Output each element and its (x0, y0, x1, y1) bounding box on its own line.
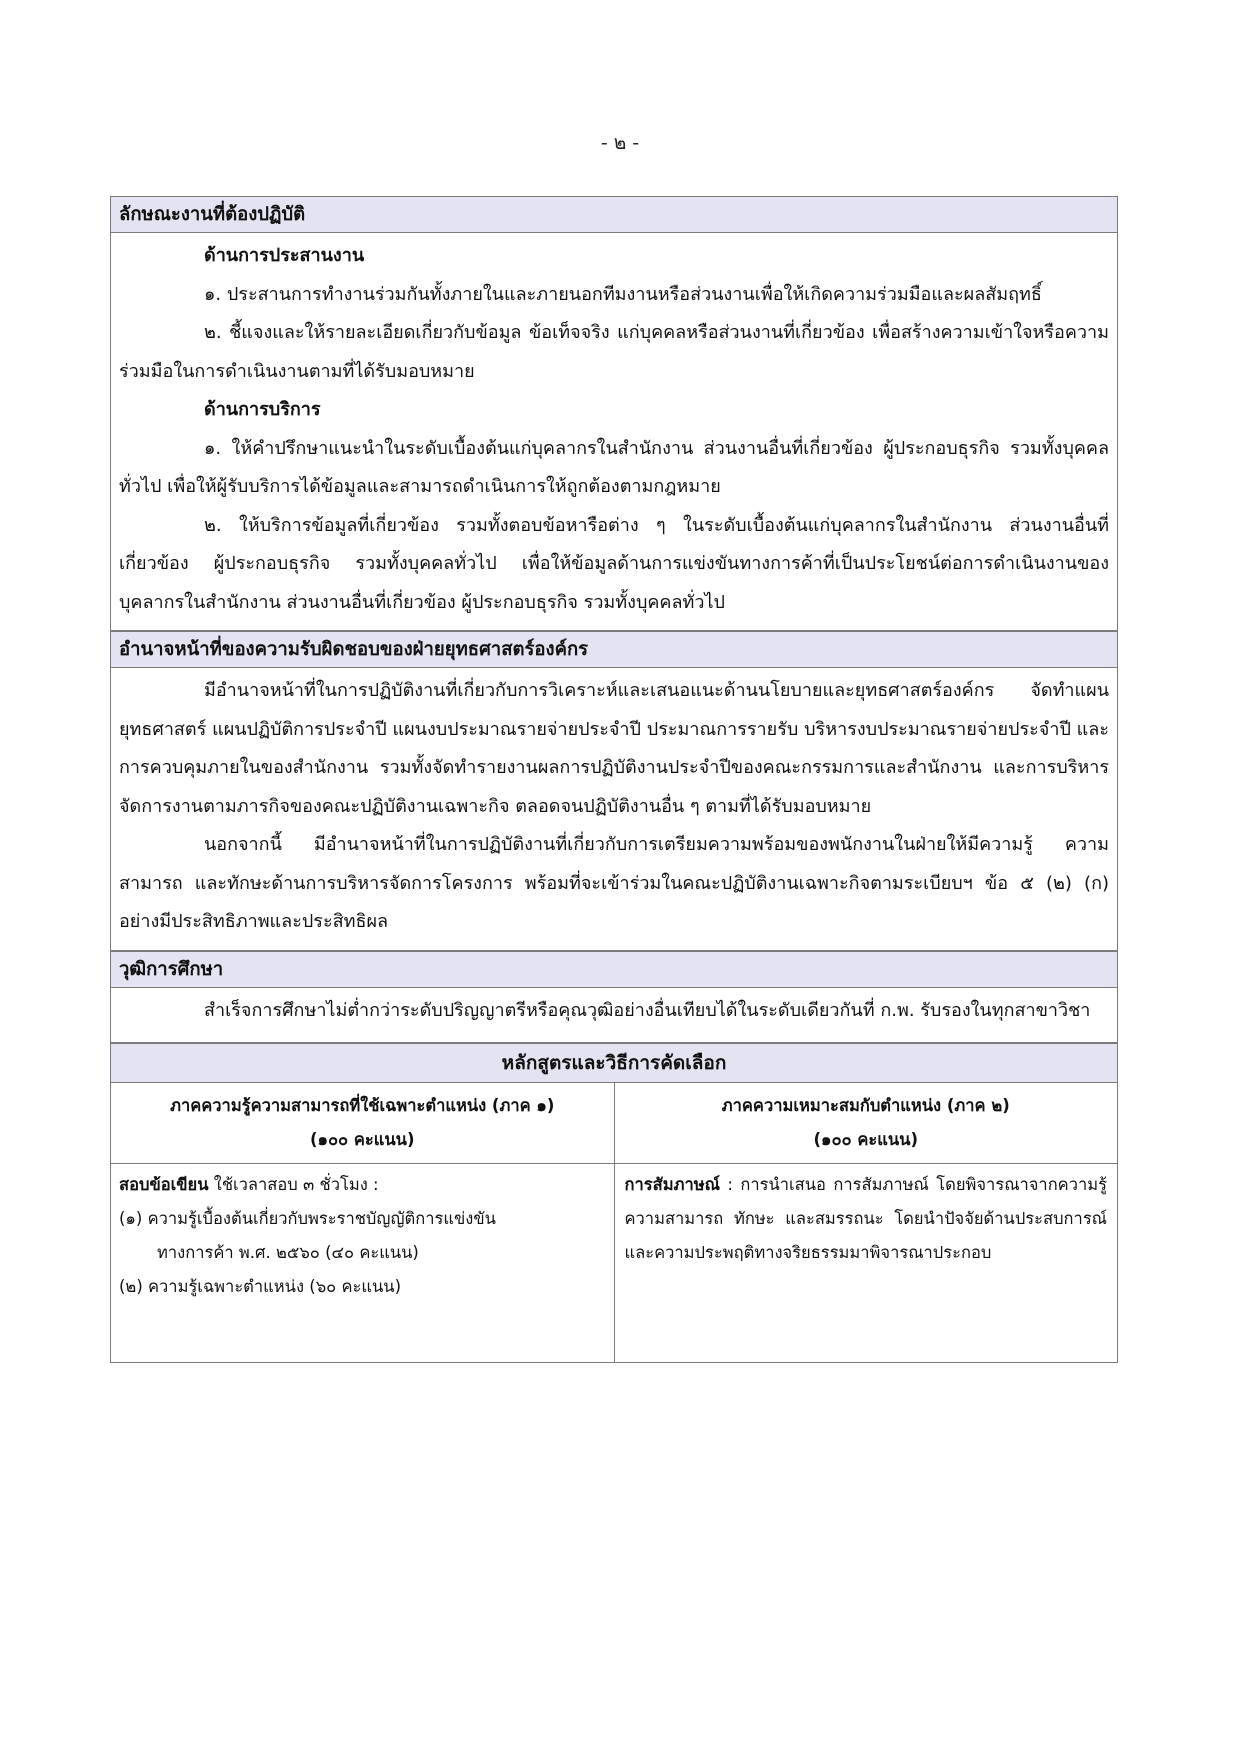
authority-paragraph: นอกจากนี้ มีอำนาจหน้าที่ในการปฏิบัติงานที่เกี่ยวกับการเตรียมความพร้อมของพนักงานในฝ่ายให้มีความรู้ ความสามารถ และทักษะด้านการบริหารจัดการโครงการ พร้อมที่จะเข้าร่วมในคณะปฏิบัติงานเฉพาะกิจตามระเบียบฯ ข้อ ๕ (๒) (ก) อย่างมีประสิทธิภาพและประสิทธิผล (119, 834, 1109, 932)
authority-paragraph: มีอำนาจหน้าที่ในการปฏิบัติงานที่เกี่ยวกับการวิเคราะห์และเสนอแนะด้านนโยบายและยุทธศาสตร์องค์กร จัดทำแผนยุทธศาสตร์ แผนปฏิบัติการประจำปี แผนงบประมาณรายจ่ายประจำปี ประมาณการรายรับ บริหารงบประมาณรายจ่ายประจำปี และการควบคุมภายในของสำนักงาน รวมทั้งจัดทำรายงานผลการปฏิบัติงานประจำปีของคณะกรรมการและสำนักงาน และการบริหารจัดการงานตามภารกิจของคณะปฏิบัติงานเฉพาะกิจ ตลอดจนปฏิบัติงานอื่น ๆ ตามที่ได้รับมอบหมาย (119, 680, 1109, 817)
authority-section (110, 631, 1118, 951)
part2-score: (๑๐๐ คะแนน) (813, 1130, 919, 1149)
service-item: ๑. ให้คำปรึกษาแนะนำในระดับเบื้องต้นแก่บุคลากรในสำนักงาน ส่วนงานอื่นที่เกี่ยวข้อง ผู้ประกอบธุรกิจ รวมทั้งบุคคลทั่วไป เพื่อให้ผู้รับบริการได้ข้อมูลและสามารถดำเนินการให้ถูกต้องตามกฎหมาย (119, 437, 1109, 497)
interview-label: การสัมภาษณ์ (624, 1175, 720, 1194)
authority-heading: อำนาจหน้าที่ของความรับผิดชอบของฝ่ายยุทธศาสตร์องค์กร (111, 632, 1118, 668)
part1-content (111, 1164, 615, 1363)
duties-section (110, 196, 1118, 631)
document-body (110, 196, 1118, 1363)
part1-score: (๑๐๐ คะแนน) (309, 1130, 415, 1149)
exam-item: (๒) ความรู้เฉพาะตำแหน่ง (๖๐ คะแนน) (119, 1277, 402, 1296)
exam-item: (๑) ความรู้เบื้องต้นเกี่ยวกับพระราชบัญญัติการแข่งขัน (119, 1209, 496, 1228)
selection-table (110, 1043, 1118, 1363)
part2-heading: ภาคความเหมาะสมกับตำแหน่ง (ภาค ๒) (721, 1096, 1010, 1115)
education-body (111, 987, 1118, 1043)
exam-item-continued: ทางการค้า พ.ศ. ๒๕๖๐ (๔๐ คะแนน) (157, 1243, 419, 1262)
duties-body (111, 233, 1118, 631)
service-subheading: ด้านการบริการ (204, 399, 321, 420)
part1-heading: ภาคความรู้ความสามารถที่ใช้เฉพาะตำแหน่ง (ภาค ๑) (170, 1096, 555, 1115)
education-section (110, 951, 1118, 1044)
part2-content (614, 1164, 1118, 1363)
selection-title: หลักสูตรและวิธีการคัดเลือก (111, 1044, 1118, 1083)
written-exam-time: ใช้เวลาสอบ ๓ ชั่วโมง : (208, 1175, 379, 1194)
service-item: ๒. ให้บริการข้อมูลที่เกี่ยวข้อง รวมทั้งตอบข้อหารือต่าง ๆ ในระดับเบื้องต้นแก่บุคลากรในสำนักงาน ส่วนงานอื่นที่เกี่ยวข้อง ผู้ประกอบธุรกิจ รวมทั้งบุคคลทั่วไป เพื่อให้ข้อมูลด้านการแข่งขันทางการค้าที่เป็นประโยชน์ต่อการดำเนินงานของบุคลากรในสำนักงาน ส่วนงานอื่นที่เกี่ยวข้อง ผู้ประกอบธุรกิจ รวมทั้งบุคคลทั่วไป (119, 514, 1109, 613)
part1-header (111, 1083, 615, 1164)
education-paragraph: สำเร็จการศึกษาไม่ต่ำกว่าระดับปริญญาตรีหรือคุณวุฒิอย่างอื่นเทียบได้ในระดับเดียวกันที่ ก.พ. รับรองในทุกสาขาวิชา (204, 999, 1091, 1021)
interview-text: : การนำเสนอ การสัมภาษณ์ โดยพิจารณาจากความรู้ ความสามารถ ทักษะ และสมรรถนะ โดยนำปัจจัยด้านประสบการณ์ และความประพฤติทางจริยธรรมมาพิจารณาประกอบ (624, 1175, 1107, 1262)
education-heading: วุฒิการศึกษา (111, 951, 1118, 987)
written-exam-label: สอบข้อเขียน (119, 1175, 209, 1194)
coordination-item: ๒. ชี้แจงและให้รายละเอียดเกี่ยวกับข้อมูล ข้อเท็จจริง แก่บุคคลหรือส่วนงานที่เกี่ยวข้อง เพื่อสร้างความเข้าใจหรือความร่วมมือในการดำเนินงานตามที่ได้รับมอบหมาย (119, 322, 1109, 382)
written-exam-line (119, 1168, 606, 1202)
duties-heading: ลักษณะงานที่ต้องปฏิบัติ (111, 197, 1118, 233)
page-number: - ๒ - (600, 132, 640, 154)
coordination-subheading: ด้านการประสานงาน (204, 245, 365, 266)
part2-header (614, 1083, 1118, 1164)
authority-body (111, 668, 1118, 951)
coordination-item: ๑. ประสานการทำงานร่วมกันทั้งภายในและภายนอกทีมงานหรือส่วนงานเพื่อให้เกิดความร่วมมือและผลสัมฤทธิ์ (204, 283, 1042, 305)
